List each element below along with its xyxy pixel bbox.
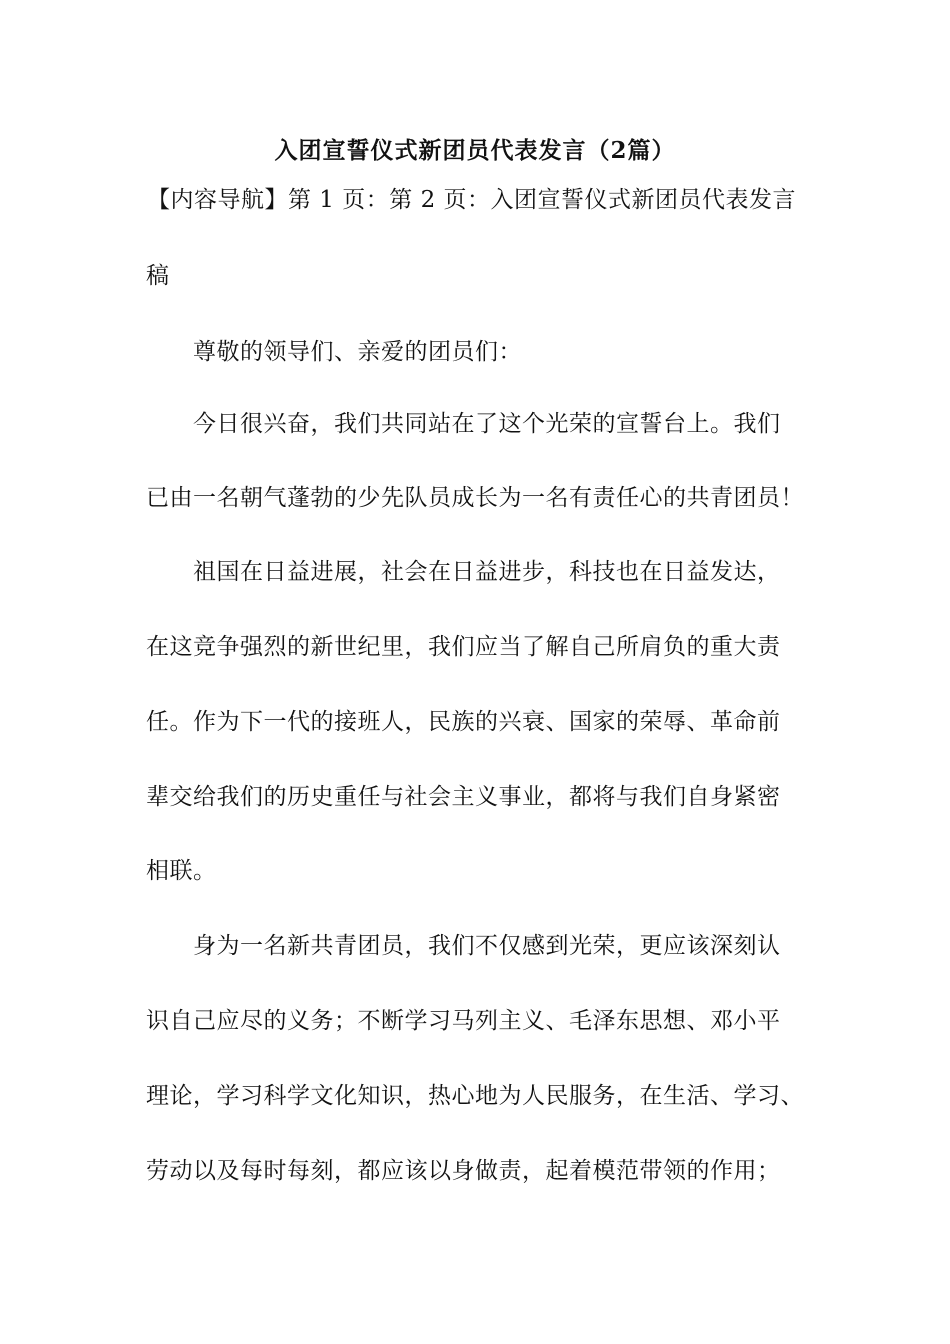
text-line: 任。作为下一代的接班人，民族的兴衰、国家的荣辱、革命前 <box>146 709 781 735</box>
text-line: 识自己应尽的义务；不断学习马列主义、毛泽东思想、邓小平 <box>146 1008 781 1034</box>
text-line: 稿 <box>146 263 170 289</box>
text-line: 身为一名新共青团员，我们不仅感到光荣，更应该深刻认 <box>193 933 781 959</box>
text-line: 在这竞争强烈的新世纪里，我们应当了解自己所肩负的重大责 <box>146 634 781 660</box>
text-line: 今日很兴奋，我们共同站在了这个光荣的宣誓台上。我们 <box>193 411 781 437</box>
salutation-line: 尊敬的领导们、亲爱的团员们： <box>193 339 522 365</box>
text-line: 理论，学习科学文化知识，热心地为人民服务，在生活、学习、 <box>146 1083 804 1109</box>
document-title: 入团宣誓仪式新团员代表发言（2篇） <box>274 137 676 164</box>
text-line: 辈交给我们的历史重任与社会主义事业，都将与我们自身紧密 <box>146 784 781 810</box>
text-line: 已由一名朝气蓬勃的少先队员成长为一名有责任心的共青团员！ <box>146 485 804 511</box>
text-line: 祖国在日益进展，社会在日益进步，科技也在日益发达， <box>193 559 781 585</box>
content-navigation-line: 【内容导航】第 1 页：第 2 页：入团宣誓仪式新团员代表发言 <box>147 187 797 213</box>
text-line: 相联。 <box>146 858 217 884</box>
text-line: 劳动以及每时每刻，都应该以身做责，起着模范带领的作用； <box>146 1158 781 1184</box>
